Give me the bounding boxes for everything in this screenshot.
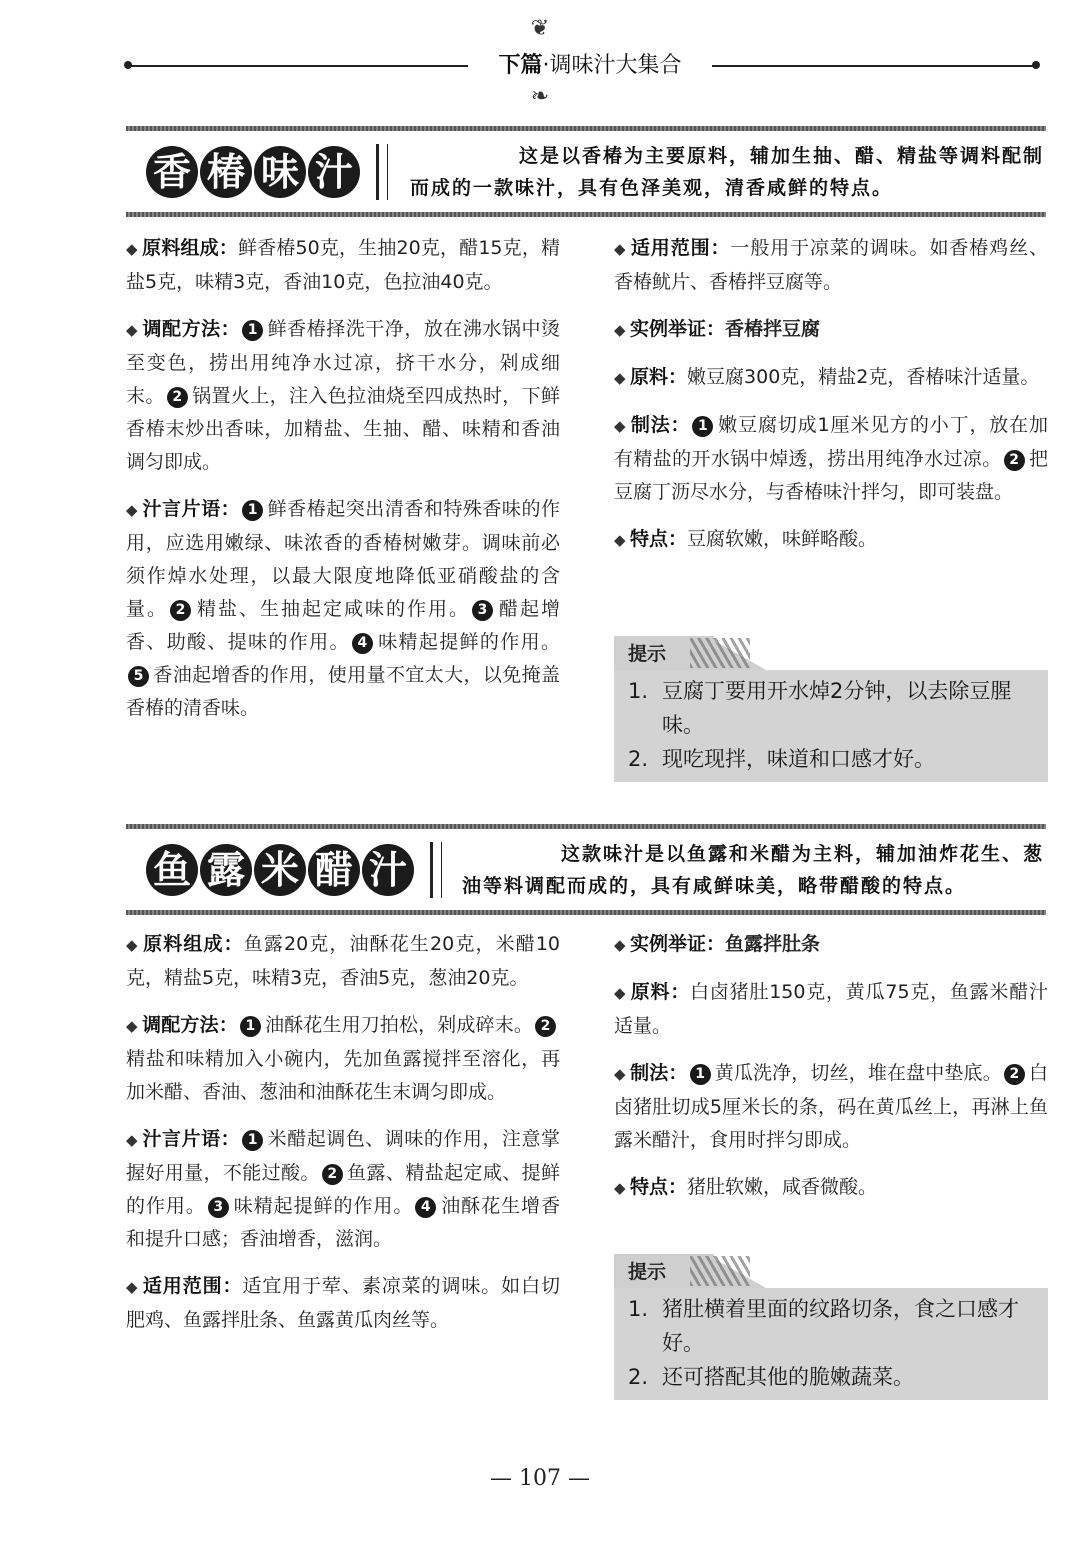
tip-header (614, 636, 1048, 670)
step-text: 白卤猪肚切成5厘米长的条，码在黄瓜丝上，再淋上鱼露米醋汁，食用时拌匀即成。 (614, 1062, 1048, 1151)
intro-line: 而成的一款味汁，具有色泽美观，清香咸鲜的特点。 (410, 177, 894, 199)
step-text: 味精起提鲜的作用。 (232, 1195, 414, 1217)
para-label: 调配方法： (142, 318, 241, 340)
step-number-badge: 1 (240, 1016, 261, 1037)
tip-number: 1. (628, 1297, 649, 1321)
section-2-right-column (614, 928, 1048, 1219)
step-number-badge: 4 (352, 633, 373, 654)
ingredients-para (126, 232, 560, 299)
step-text: 鱼露、精盐起定咸、提鲜的作用。 (126, 1162, 560, 1217)
title-char: 汁 (308, 146, 360, 198)
tip-item (628, 742, 1034, 776)
title-char: 露 (200, 844, 252, 896)
title-char: 汁 (362, 844, 414, 896)
diamond-bullet-icon: ◆ (126, 1278, 138, 1296)
example-dish-name: 鱼露拌肚条 (725, 933, 821, 955)
step-number-badge: 2 (167, 387, 188, 408)
tip-stripes (690, 1256, 750, 1286)
diamond-bullet-icon: ◆ (126, 1131, 138, 1149)
example-para (614, 928, 1048, 962)
header-dot-right (1032, 61, 1040, 69)
title-char: 鱼 (146, 844, 198, 896)
tip-label: 提示 (628, 1261, 667, 1283)
para-label: 特点： (630, 1176, 688, 1198)
diamond-bullet-icon: ◆ (126, 501, 138, 519)
section-1-left-column (126, 232, 560, 739)
para-label: 汁言片语： (142, 1128, 241, 1150)
banner-divider (430, 842, 442, 898)
para-label: 原料组成： (142, 237, 238, 259)
tip-box-2 (614, 1254, 1048, 1400)
header-part: 下篇 (498, 53, 543, 78)
diamond-bullet-icon: ◆ (126, 240, 138, 258)
step-number-badge: 1 (242, 1130, 263, 1151)
diamond-bullet-icon: ◆ (614, 984, 626, 1002)
dish-method-para (614, 409, 1048, 509)
diamond-bullet-icon: ◆ (614, 240, 626, 258)
header-ornament-bottom-icon: ❧ (530, 84, 550, 109)
tip-body (614, 1288, 1048, 1400)
dish-method-para (614, 1057, 1048, 1157)
diamond-bullet-icon: ◆ (614, 1179, 626, 1197)
step-number-badge: 5 (128, 666, 149, 687)
intro-line: 油等料调配而成的，具有咸鲜味美，略带醋酸的特点。 (462, 875, 967, 897)
intro-line: 这款味汁是以鱼露和米醋为主料，辅加油炸花生、葱 (560, 843, 1044, 865)
diamond-bullet-icon: ◆ (614, 321, 626, 339)
para-label: 制法： (630, 414, 691, 436)
dish-ingredients-para (614, 976, 1048, 1043)
para-label: 原料： (630, 981, 691, 1003)
step-text: 味精起提鲜的作用。 (376, 631, 560, 653)
step-text: 把豆腐丁沥尽水分，与香椿味汁拌匀，即可装盘。 (614, 448, 1048, 503)
header-separator: · (542, 53, 550, 78)
step-text: 鲜香椿起突出清香和特殊香味的作用，应选用嫩绿、味浓香的香椿树嫩芽。调味前必须作焯水处理，以最大限度地降低亚硝酸盐的含量。 (126, 498, 560, 620)
para-text: 鱼露20克，油酥花生20克，米醋10克，精盐5克，味精3克，香油5克，葱油20克。 (126, 933, 560, 989)
diamond-bullet-icon: ◆ (614, 936, 626, 954)
banner-top-bar (126, 126, 1046, 131)
tip-box-1 (614, 636, 1048, 782)
section-title-2 (146, 844, 414, 896)
section-intro-2 (462, 838, 1044, 902)
intro-line: 这是以香椿为主要原料，辅加生抽、醋、精盐等调料配制 (518, 145, 1044, 167)
tip-stripes (690, 638, 750, 668)
banner-bottom-bar (126, 212, 1046, 217)
step-text: 鲜香椿择洗干净，放在沸水锅中烫至变色，捞出用纯净水过凉，挤干水分，剁成细末。 (126, 318, 560, 407)
tip-item (628, 674, 1034, 742)
header-ornament-top-icon: ❦ (530, 16, 550, 41)
tip-number: 1. (628, 679, 649, 703)
para-text: 猪肚软嫩，咸香微酸。 (687, 1176, 878, 1198)
para-label: 原料组成： (142, 933, 244, 955)
para-label: 特点： (630, 528, 688, 550)
section-banner-1 (126, 126, 1046, 220)
header-rule-right (712, 65, 1036, 67)
step-number-badge: 2 (170, 600, 191, 621)
tip-text: 豆腐丁要用开水焯2分钟，以去除豆腥味。 (662, 679, 1012, 737)
method-para (126, 1009, 560, 1109)
tip-text: 还可搭配其他的脆嫩蔬菜。 (662, 1365, 914, 1389)
tip-number: 2. (628, 1365, 649, 1389)
page-number: — 107 — (490, 1466, 590, 1491)
diamond-bullet-icon: ◆ (126, 936, 138, 954)
step-number-badge: 3 (208, 1197, 229, 1218)
title-char: 米 (254, 844, 306, 896)
diamond-bullet-icon: ◆ (614, 417, 626, 435)
diamond-bullet-icon: ◆ (614, 531, 626, 549)
step-text: 锅置火上，注入色拉油烧至四成热时，下鲜香椿末炒出香味，加精盐、生抽、醋、味精和香油调匀即成。 (126, 385, 560, 473)
step-text: 精盐和味精加入小碗内，先加鱼露搅拌至溶化，再加米醋、香油、葱油和油酥花生末调匀即成。 (126, 1048, 560, 1103)
tip-label: 提示 (628, 643, 667, 665)
step-number-badge: 1 (242, 500, 263, 521)
features-para (614, 1171, 1048, 1205)
dish-ingredients-para (614, 361, 1048, 395)
diamond-bullet-icon: ◆ (614, 1065, 626, 1083)
step-text: 油酥花生用刀拍松，剁成碎末。 (264, 1014, 533, 1036)
section-2-left-column (126, 928, 560, 1351)
diamond-bullet-icon: ◆ (126, 1017, 138, 1035)
tip-number: 2. (628, 747, 649, 771)
method-para (126, 313, 560, 479)
para-label: 实例举证： (630, 933, 726, 955)
step-number-badge: 3 (472, 600, 493, 621)
section-banner-2 (126, 824, 1046, 918)
para-text: 豆腐软嫩，味鲜略酸。 (687, 528, 878, 550)
tip-body (614, 670, 1048, 782)
step-text: 香油起增香的作用，使用量不宜太大，以免掩盖香椿的清香味。 (126, 664, 560, 719)
para-label: 汁言片语： (142, 498, 241, 520)
title-char: 醋 (308, 844, 360, 896)
example-dish-name: 香椿拌豆腐 (725, 318, 821, 340)
tip-item (628, 1360, 1034, 1394)
title-char: 味 (254, 146, 306, 198)
usage-para (614, 232, 1048, 299)
running-header (470, 50, 710, 82)
features-para (614, 523, 1048, 557)
para-label: 适用范围： (142, 1275, 243, 1297)
step-number-badge: 1 (242, 320, 263, 341)
step-number-badge: 4 (415, 1197, 436, 1218)
step-number-badge: 2 (1004, 450, 1025, 471)
diamond-bullet-icon: ◆ (614, 369, 626, 387)
step-text: 黄瓜洗净，切丝，堆在盘中垫底。 (714, 1062, 1002, 1084)
example-para (614, 313, 1048, 347)
step-number-badge: 2 (535, 1016, 556, 1037)
tip-text: 现吃现拌，味道和口感才好。 (662, 747, 935, 771)
banner-top-bar (126, 824, 1046, 829)
step-text: 醋起增香、助酸、提味的作用。 (126, 598, 560, 653)
notes-para (126, 493, 560, 725)
step-number-badge: 1 (690, 1064, 711, 1085)
tip-item (628, 1292, 1034, 1360)
para-text: 适宜用于荤、素凉菜的调味。如白切肥鸡、鱼露拌肚条、鱼露黄瓜肉丝等。 (126, 1275, 560, 1331)
step-text: 嫩豆腐切成1厘米见方的小丁，放在加有精盐的开水锅中焯透，捞出用纯净水过凉。 (614, 414, 1048, 470)
para-label: 实例举证： (630, 318, 726, 340)
para-label: 调配方法： (142, 1014, 238, 1036)
step-number-badge: 2 (1004, 1064, 1025, 1085)
section-intro-1 (410, 140, 1044, 204)
diamond-bullet-icon: ◆ (126, 321, 138, 339)
section-1-right-column (614, 232, 1048, 571)
para-label: 适用范围： (630, 237, 731, 259)
para-label: 原料： (630, 366, 688, 388)
step-text: 精盐、生抽起定咸味的作用。 (195, 598, 470, 620)
header-title: 调味汁大集合 (549, 53, 682, 78)
header-rule-left (128, 65, 468, 67)
step-number-badge: 1 (692, 416, 713, 437)
title-char: 香 (146, 146, 198, 198)
banner-divider (376, 144, 388, 200)
banner-bottom-bar (126, 910, 1046, 915)
step-text: 米醋起调色、调味的作用，注意掌握好用量，不能过酸。 (126, 1128, 560, 1184)
para-text: 鲜香椿50克，生抽20克，醋15克，精盐5克，味精3克，香油10克，色拉油40克。 (126, 237, 560, 293)
tip-text: 猪肚横着里面的纹路切条，食之口感才好。 (662, 1297, 1019, 1355)
usage-para (126, 1270, 560, 1337)
section-title-1 (146, 146, 360, 198)
notes-para (126, 1123, 560, 1256)
para-text: 一般用于凉菜的调味。如香椿鸡丝、香椿鱿片、香椿拌豆腐等。 (614, 237, 1048, 293)
para-text: 白卤猪肚150克，黄瓜75克，鱼露米醋汁适量。 (614, 981, 1048, 1037)
title-char: 椿 (200, 146, 252, 198)
step-text: 油酥花生增香和提升口感；香油增香，滋润。 (126, 1195, 560, 1250)
para-label: 制法： (630, 1062, 688, 1084)
para-text: 嫩豆腐300克，精盐2克，香椿味汁适量。 (687, 366, 1040, 388)
step-number-badge: 2 (322, 1164, 343, 1185)
tip-header (614, 1254, 1048, 1288)
ingredients-para (126, 928, 560, 995)
